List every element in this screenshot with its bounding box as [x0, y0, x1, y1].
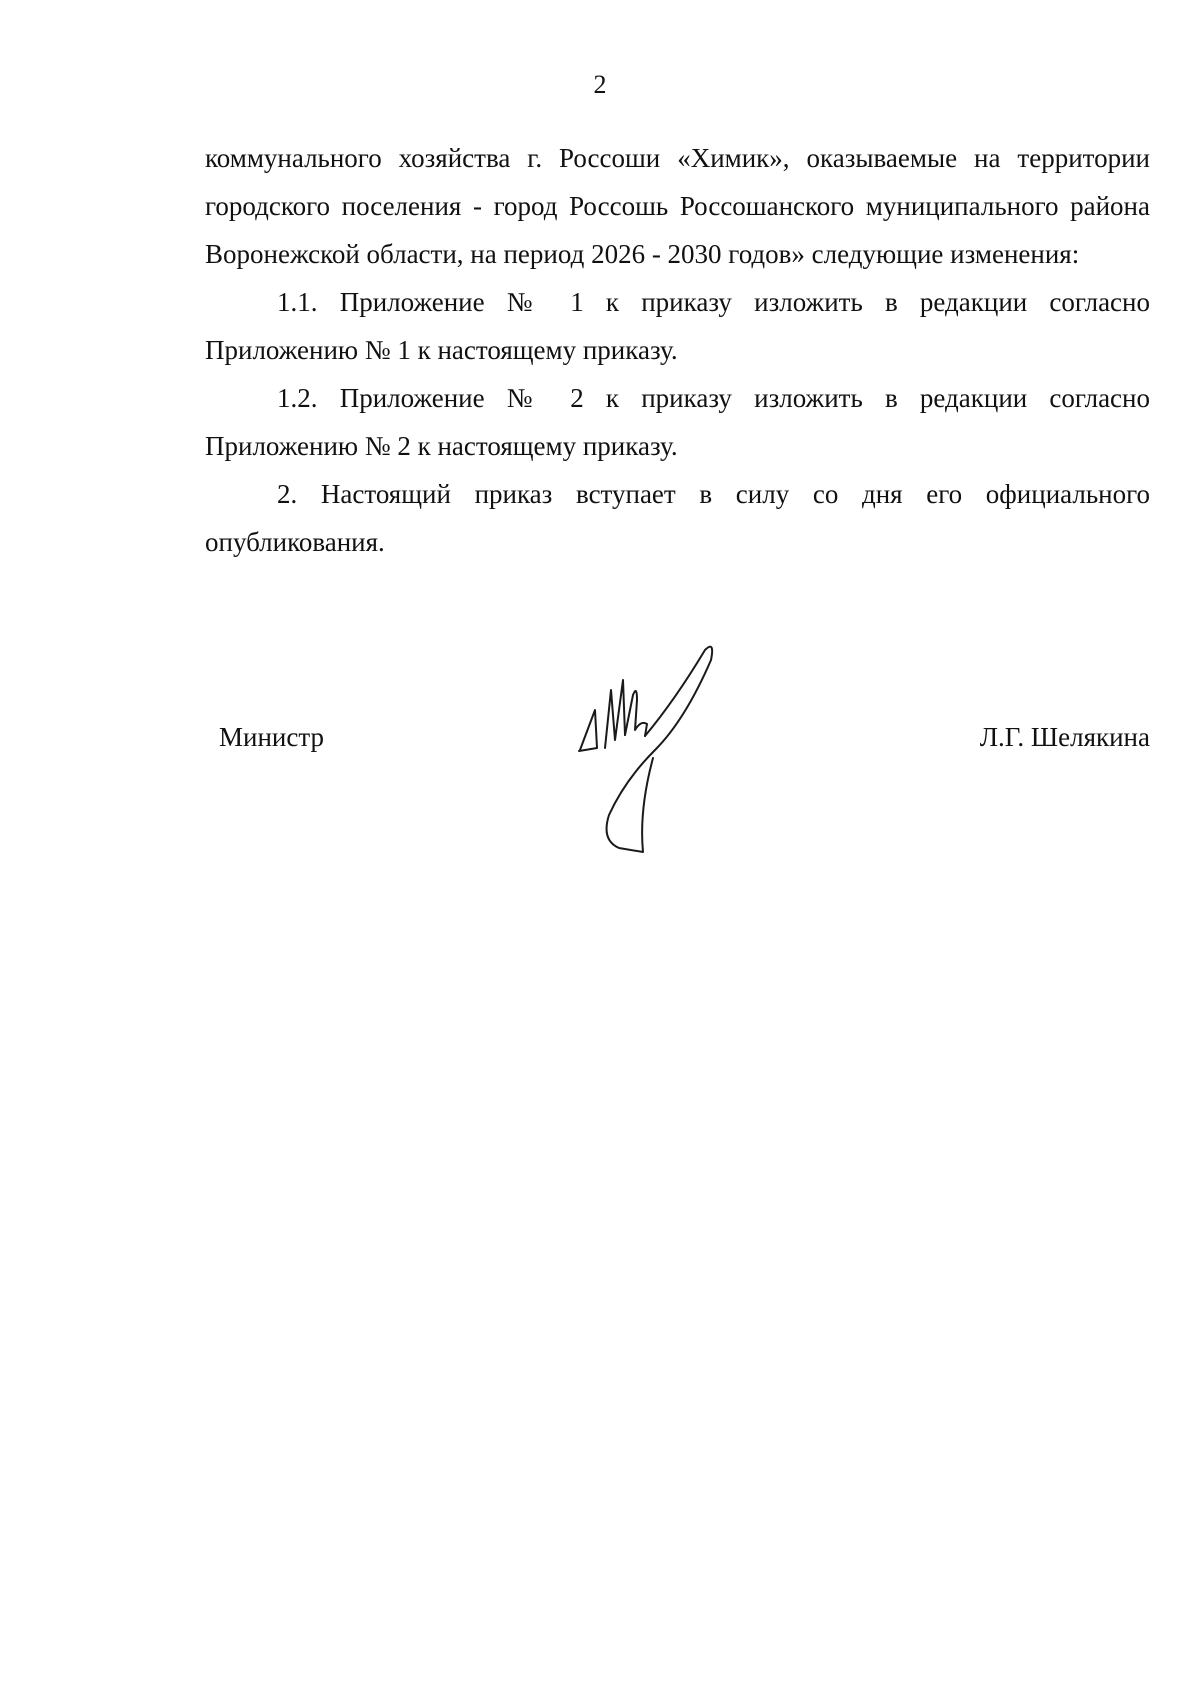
paragraph-item-2: 2. Настоящий приказ вступает в силу со дня его официального опубликования. [205, 479, 1150, 557]
page-number: 2 [593, 70, 607, 99]
document-body [205, 134, 1150, 566]
handwritten-signature [575, 640, 735, 865]
paragraph-continuation: коммунального хозяйства г. Россоши «Химик», оказываемые на территории городского поселения - город Россошь Россошанского муниципального района Воронежской области, на период 2026 - 2030 годов» следующие изменения: [205, 143, 1150, 269]
paragraph-item-1-1: 1.1. Приложение № 1 к приказу изложить в редакции согласно Приложению № 1 к настоящему приказу. [205, 287, 1150, 365]
signer-name: Л.Г. Шелякина [979, 722, 1150, 752]
signer-role: Министр [219, 722, 324, 752]
paragraph-item-1-2: 1.2. Приложение № 2 к приказу изложить в редакции согласно Приложению № 2 к настоящему приказу. [205, 383, 1150, 461]
